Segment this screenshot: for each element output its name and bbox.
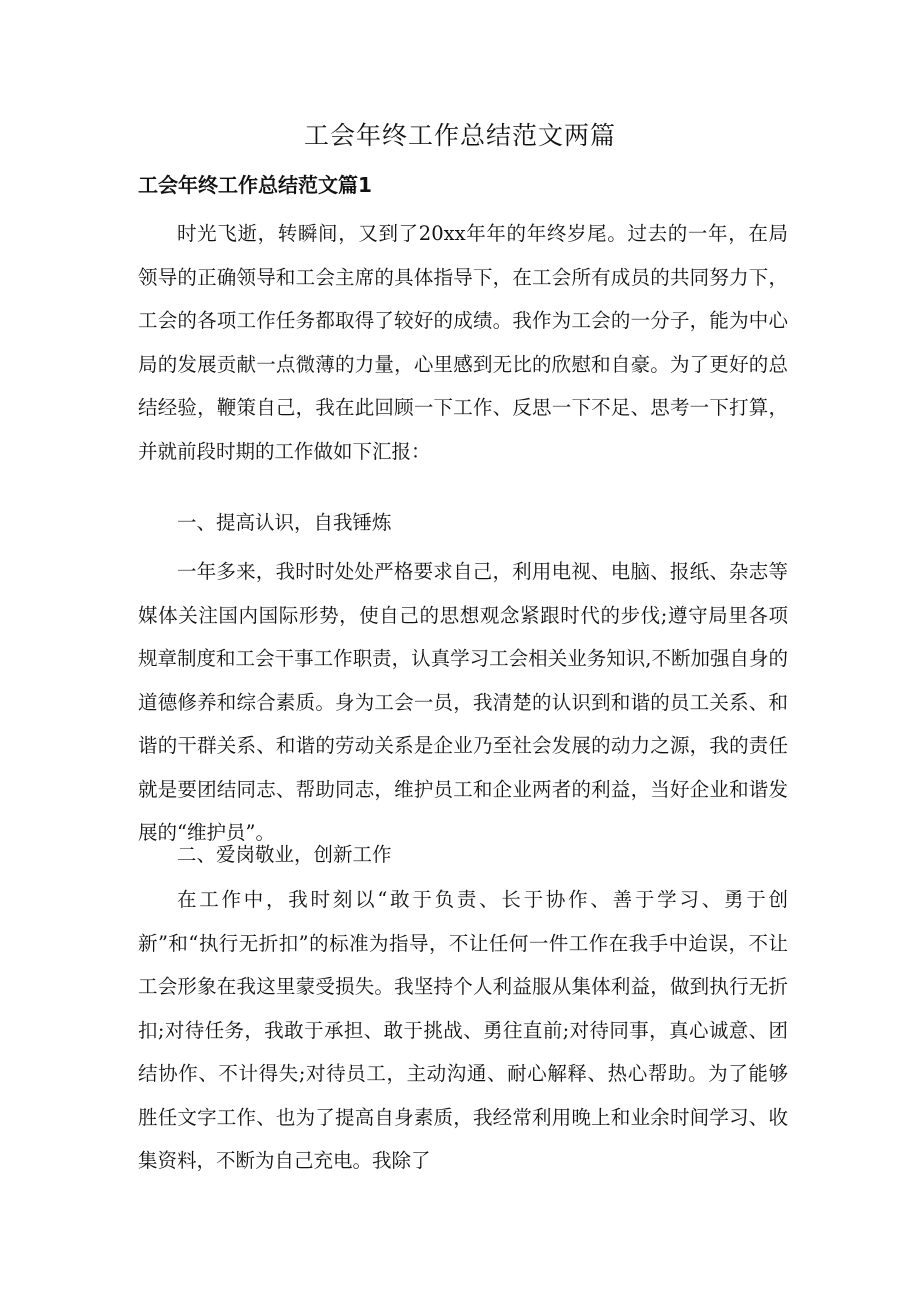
document-title: 工会年终工作总结范文两篇	[303, 121, 616, 150]
paragraph-work-attitude: 在工作中，我时刻以“敢于负责、长于协作、善于学习、勇于创新”和“执行无折扣”的标准为指导，不让任何一件工作在我手中迨误，不让工会形象在我这里蒙受损失。我坚持个人利益服从集体利益，做到执行无折扣;对待任务，我敢于承担、敢于挑战、勇往直前;对待同事，真心诚意、团结协作、不计得失;对待员工，主动沟通、耐心解释、热心帮助。为了能够胜任文字工作、也为了提高自身素质，我经常利用晚上和业余时间学习、收集资料，不断为自己充电。我除了	[138, 888, 788, 1172]
subheading-dedication-innovation: 二、爱岗敬业，创新工作	[177, 843, 392, 866]
paragraph-intro: 时光飞逝，转瞬间，又到了20xx年年的年终岁尾。过去的一年，在局领导的正确领导和工会主席的具体指导下，在工会所有成员的共同努力下，工会的各项工作任务都取得了较好的成绩。我作为工会的一分子，能为中心局的发展贡献一点微薄的力量，心里感到无比的欣慰和自豪。为了更好的总结经验，鞭策自己，我在此回顾一下工作、反思一下不足、思考一下打算，并就前段时期的工作做如下汇报：	[138, 222, 788, 463]
section-heading: 工会年终工作总结范文篇1	[138, 173, 372, 197]
subheading-improve-awareness: 一、提高认识，自我锤炼	[177, 511, 392, 534]
paragraph-self-discipline: 一年多来，我时时处处严格要求自己，利用电视、电脑、报纸、杂志等媒体关注国内国际形势，使自己的思想观念紧跟时代的步伐;遵守局里各项规章制度和工会干事工作职责，认真学习工会相关业务知识,不断加强自身的道德修养和综合素质。身为工会一员，我清楚的认识到和谐的员工关系、和谐的干群关系、和谐的劳动关系是企业乃至社会发展的动力之源，我的责任就是要团结同志、帮助同志，维护员工和企业两者的利益，当好企业和谐发展的“维护员”。	[138, 560, 788, 844]
